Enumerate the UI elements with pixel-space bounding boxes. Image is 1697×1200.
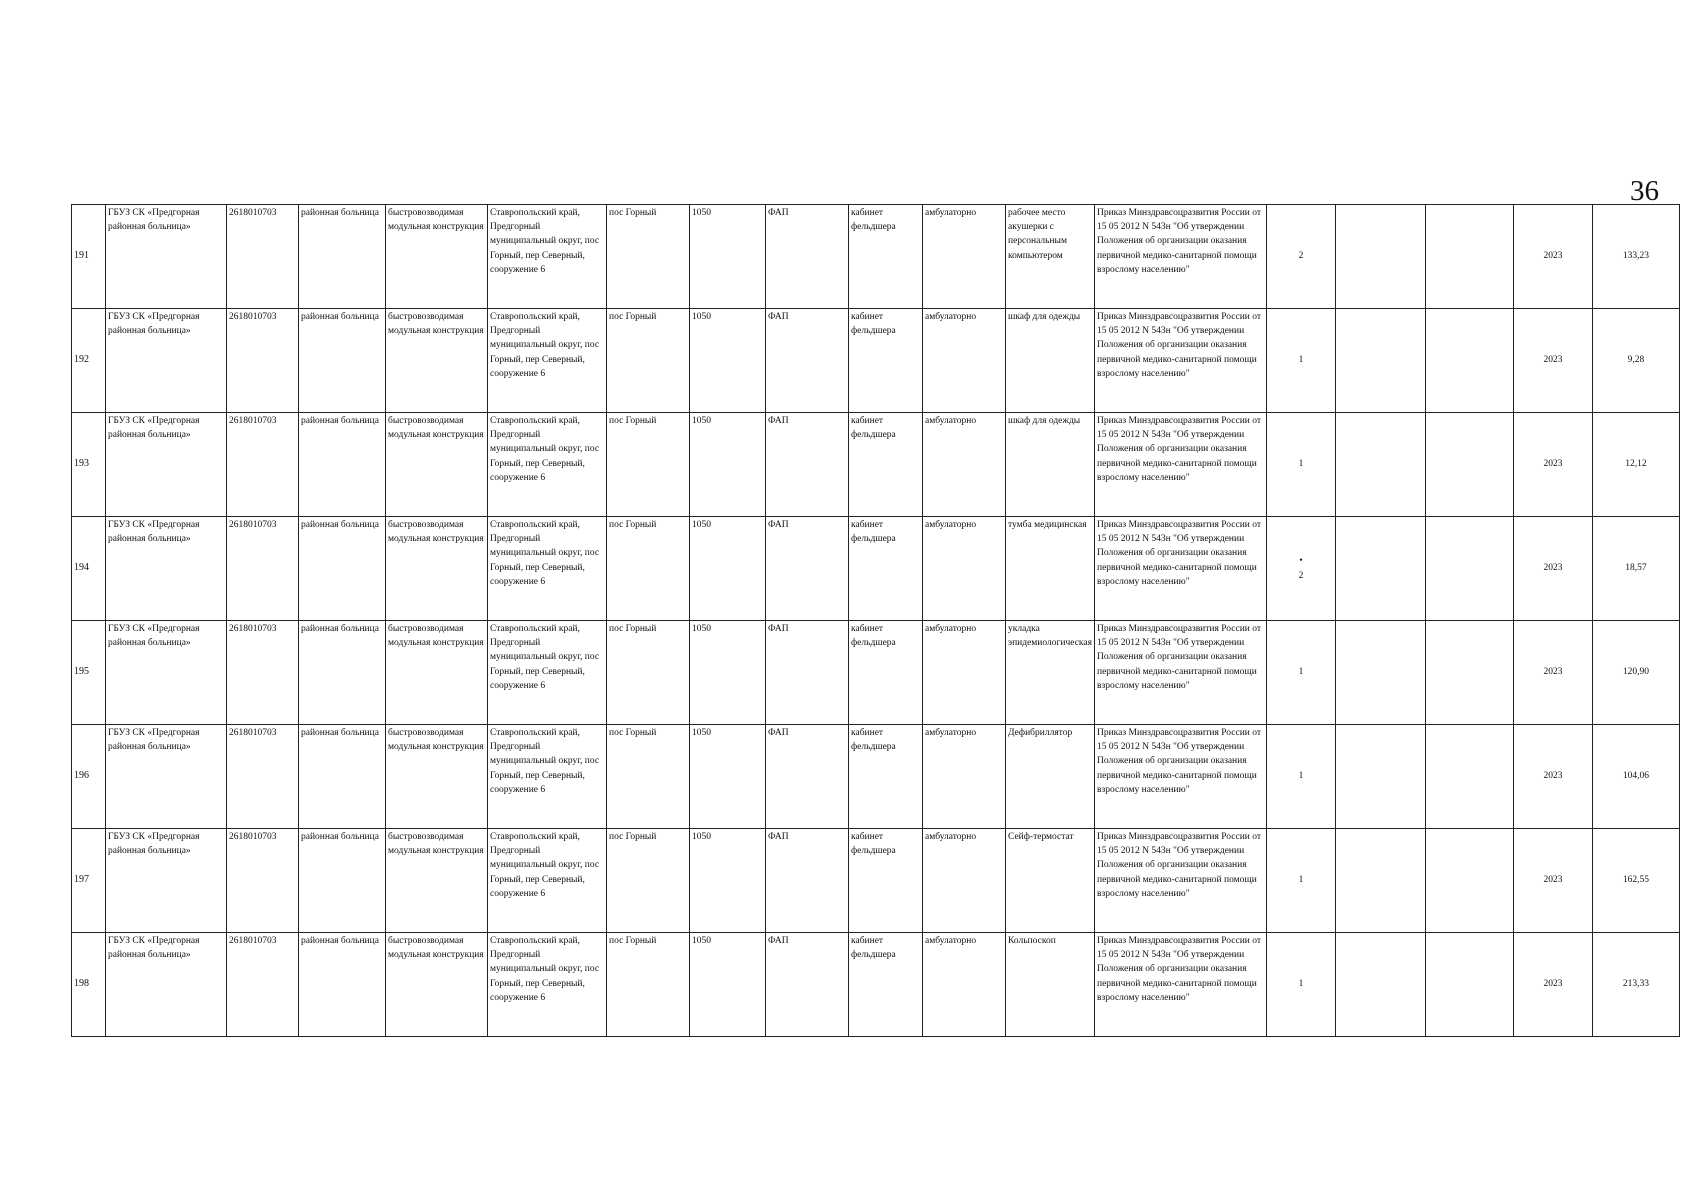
empty-cell (1335, 725, 1425, 829)
address-cell: Ставропольский край, Предгорный муниципальный округ, пос Горный, пер Северный, сооружение 6 (488, 829, 607, 933)
address-cell: Ставропольский край, Предгорный муниципальный округ, пос Горный, пер Северный, сооружение 6 (488, 933, 607, 1037)
institution-type-cell: районная больница (299, 413, 386, 517)
construction-cell: быстровозводимая модульная конструкция (386, 205, 488, 309)
table-row (72, 309, 1680, 413)
facility-cell: ФАП (766, 413, 849, 517)
care-type-cell: амбулаторно (923, 517, 1006, 621)
table-row (72, 933, 1680, 1037)
code-cell: 2618010703 (227, 621, 299, 725)
table-row (72, 413, 1680, 517)
quantity-cell (1266, 517, 1335, 621)
care-type-cell: амбулаторно (923, 413, 1006, 517)
quantity-value: 1 (1298, 459, 1304, 470)
room-cell: кабинет фельдшера (849, 725, 923, 829)
table-row (72, 725, 1680, 829)
organization-cell: ГБУЗ СК «Предгорная районная больница» (106, 933, 227, 1037)
settlement-cell: пос Горный (607, 413, 690, 517)
year-cell: 2023 (1513, 829, 1592, 933)
quantity-value: 1 (1298, 875, 1304, 886)
year-cell: 2023 (1513, 517, 1592, 621)
empty-cell (1335, 829, 1425, 933)
construction-cell: быстровозводимая модульная конструкция (386, 517, 488, 621)
page-number: 36 (1630, 175, 1659, 207)
order-cell: Приказ Минздравсоцразвития России от 15 05 2012 N 543н "Об утверждении Положения об организации оказания первичной медико-санитарной помощи взрослому населению" (1094, 933, 1266, 1037)
empty-cell (1425, 933, 1513, 1037)
quantity-cell (1266, 309, 1335, 413)
room-cell: кабинет фельдшера (849, 933, 923, 1037)
empty-cell (1425, 309, 1513, 413)
settlement-cell: пос Горный (607, 725, 690, 829)
facility-cell: ФАП (766, 309, 849, 413)
amount-cell: 120,90 (1592, 621, 1679, 725)
row-number-cell: 196 (72, 725, 106, 829)
year-cell: 2023 (1513, 205, 1592, 309)
organization-cell: ГБУЗ СК «Предгорная районная больница» (106, 205, 227, 309)
amount-cell: 213,33 (1592, 933, 1679, 1037)
quantity-cell (1266, 205, 1335, 309)
quantity-value: 2 (1298, 570, 1304, 581)
population-cell: 1050 (690, 413, 766, 517)
row-number-cell: 193 (72, 413, 106, 517)
empty-cell (1425, 829, 1513, 933)
amount-cell: 9,28 (1592, 309, 1679, 413)
construction-cell: быстровозводимая модульная конструкция (386, 725, 488, 829)
population-cell: 1050 (690, 621, 766, 725)
order-cell: Приказ Минздравсоцразвития России от 15 05 2012 N 543н "Об утверждении Положения об организации оказания первичной медико-санитарной помощи взрослому населению" (1094, 621, 1266, 725)
quantity-cell (1266, 933, 1335, 1037)
room-cell: кабинет фельдшера (849, 621, 923, 725)
organization-cell: ГБУЗ СК «Предгорная районная больница» (106, 309, 227, 413)
settlement-cell: пос Горный (607, 621, 690, 725)
care-type-cell: амбулаторно (923, 621, 1006, 725)
equipment-table (71, 204, 1680, 1037)
table-row (72, 517, 1680, 621)
care-type-cell: амбулаторно (923, 933, 1006, 1037)
row-number-cell: 195 (72, 621, 106, 725)
care-type-cell: амбулаторно (923, 725, 1006, 829)
equipment-cell: шкаф для одежды (1006, 309, 1095, 413)
row-number-cell: 198 (72, 933, 106, 1037)
equipment-cell: Сейф-термостат (1006, 829, 1095, 933)
construction-cell: быстровозводимая модульная конструкция (386, 309, 488, 413)
year-cell: 2023 (1513, 933, 1592, 1037)
empty-cell (1425, 413, 1513, 517)
population-cell: 1050 (690, 517, 766, 621)
population-cell: 1050 (690, 933, 766, 1037)
population-cell: 1050 (690, 725, 766, 829)
empty-cell (1335, 205, 1425, 309)
room-cell: кабинет фельдшера (849, 413, 923, 517)
organization-cell: ГБУЗ СК «Предгорная районная больница» (106, 413, 227, 517)
settlement-cell: пос Горный (607, 933, 690, 1037)
quantity-value: 2 (1298, 251, 1304, 262)
empty-cell (1425, 725, 1513, 829)
care-type-cell: амбулаторно (923, 309, 1006, 413)
equipment-cell: укладка эпидемиологическая (1006, 621, 1095, 725)
order-cell: Приказ Минздравсоцразвития России от 15 05 2012 N 543н "Об утверждении Положения об организации оказания первичной медико-санитарной помощи взрослому населению" (1094, 517, 1266, 621)
empty-cell (1425, 205, 1513, 309)
room-cell: кабинет фельдшера (849, 517, 923, 621)
code-cell: 2618010703 (227, 933, 299, 1037)
table-row (72, 829, 1680, 933)
facility-cell: ФАП (766, 829, 849, 933)
facility-cell: ФАП (766, 621, 849, 725)
equipment-cell: Кольпоскоп (1006, 933, 1095, 1037)
order-cell: Приказ Минздравсоцразвития России от 15 05 2012 N 543н "Об утверждении Положения об организации оказания первичной медико-санитарной помощи взрослому населению" (1094, 205, 1266, 309)
empty-cell (1335, 309, 1425, 413)
facility-cell: ФАП (766, 205, 849, 309)
equipment-cell: рабочее место акушерки с персональным компьютером (1006, 205, 1095, 309)
organization-cell: ГБУЗ СК «Предгорная районная больница» (106, 725, 227, 829)
population-cell: 1050 (690, 829, 766, 933)
care-type-cell: амбулаторно (923, 205, 1006, 309)
quantity-value: 1 (1298, 979, 1304, 990)
order-cell: Приказ Минздравсоцразвития России от 15 05 2012 N 543н "Об утверждении Положения об организации оказания первичной медико-санитарной помощи взрослому населению" (1094, 413, 1266, 517)
construction-cell: быстровозводимая модульная конструкция (386, 413, 488, 517)
empty-cell (1425, 621, 1513, 725)
year-cell: 2023 (1513, 309, 1592, 413)
order-cell: Приказ Минздравсоцразвития России от 15 05 2012 N 543н "Об утверждении Положения об организации оказания первичной медико-санитарной помощи взрослому населению" (1094, 309, 1266, 413)
facility-cell: ФАП (766, 725, 849, 829)
quantity-mark: • (1299, 556, 1303, 567)
institution-type-cell: районная больница (299, 829, 386, 933)
address-cell: Ставропольский край, Предгорный муниципальный округ, пос Горный, пер Северный, сооружение 6 (488, 517, 607, 621)
equipment-cell: тумба медицинская (1006, 517, 1095, 621)
settlement-cell: пос Горный (607, 829, 690, 933)
quantity-value: 1 (1298, 355, 1304, 366)
institution-type-cell: районная больница (299, 621, 386, 725)
table-row (72, 621, 1680, 725)
row-number-cell: 191 (72, 205, 106, 309)
care-type-cell: амбулаторно (923, 829, 1006, 933)
construction-cell: быстровозводимая модульная конструкция (386, 621, 488, 725)
row-number-cell: 197 (72, 829, 106, 933)
amount-cell: 133,23 (1592, 205, 1679, 309)
address-cell: Ставропольский край, Предгорный муниципальный округ, пос Горный, пер Северный, сооружение 6 (488, 205, 607, 309)
empty-cell (1335, 933, 1425, 1037)
order-cell: Приказ Минздравсоцразвития России от 15 05 2012 N 543н "Об утверждении Положения об организации оказания первичной медико-санитарной помощи взрослому населению" (1094, 829, 1266, 933)
code-cell: 2618010703 (227, 725, 299, 829)
code-cell: 2618010703 (227, 205, 299, 309)
code-cell: 2618010703 (227, 829, 299, 933)
institution-type-cell: районная больница (299, 933, 386, 1037)
quantity-cell (1266, 413, 1335, 517)
institution-type-cell: районная больница (299, 205, 386, 309)
organization-cell: ГБУЗ СК «Предгорная районная больница» (106, 829, 227, 933)
row-number-cell: 192 (72, 309, 106, 413)
empty-cell (1335, 413, 1425, 517)
institution-type-cell: районная больница (299, 517, 386, 621)
address-cell: Ставропольский край, Предгорный муниципальный округ, пос Горный, пер Северный, сооружение 6 (488, 725, 607, 829)
quantity-cell (1266, 829, 1335, 933)
construction-cell: быстровозводимая модульная конструкция (386, 829, 488, 933)
quantity-cell (1266, 725, 1335, 829)
room-cell: кабинет фельдшера (849, 829, 923, 933)
facility-cell: ФАП (766, 517, 849, 621)
construction-cell: быстровозводимая модульная конструкция (386, 933, 488, 1037)
settlement-cell: пос Горный (607, 517, 690, 621)
equipment-cell: Дефибриллятор (1006, 725, 1095, 829)
organization-cell: ГБУЗ СК «Предгорная районная больница» (106, 621, 227, 725)
order-cell: Приказ Минздравсоцразвития России от 15 05 2012 N 543н "Об утверждении Положения об организации оказания первичной медико-санитарной помощи взрослому населению" (1094, 725, 1266, 829)
quantity-value: 1 (1298, 667, 1304, 678)
settlement-cell: пос Горный (607, 309, 690, 413)
population-cell: 1050 (690, 309, 766, 413)
year-cell: 2023 (1513, 413, 1592, 517)
year-cell: 2023 (1513, 725, 1592, 829)
address-cell: Ставропольский край, Предгорный муниципальный округ, пос Горный, пер Северный, сооружение 6 (488, 621, 607, 725)
facility-cell: ФАП (766, 933, 849, 1037)
address-cell: Ставропольский край, Предгорный муниципальный округ, пос Горный, пер Северный, сооружение 6 (488, 413, 607, 517)
institution-type-cell: районная больница (299, 725, 386, 829)
amount-cell: 18,57 (1592, 517, 1679, 621)
amount-cell: 162,55 (1592, 829, 1679, 933)
room-cell: кабинет фельдшера (849, 205, 923, 309)
year-cell: 2023 (1513, 621, 1592, 725)
table-body (72, 205, 1680, 1037)
table-row (72, 205, 1680, 309)
code-cell: 2618010703 (227, 309, 299, 413)
code-cell: 2618010703 (227, 413, 299, 517)
amount-cell: 104,06 (1592, 725, 1679, 829)
organization-cell: ГБУЗ СК «Предгорная районная больница» (106, 517, 227, 621)
empty-cell (1335, 517, 1425, 621)
institution-type-cell: районная больница (299, 309, 386, 413)
equipment-cell: шкаф для одежды (1006, 413, 1095, 517)
settlement-cell: пос Горный (607, 205, 690, 309)
room-cell: кабинет фельдшера (849, 309, 923, 413)
quantity-cell (1266, 621, 1335, 725)
empty-cell (1425, 517, 1513, 621)
code-cell: 2618010703 (227, 517, 299, 621)
amount-cell: 12,12 (1592, 413, 1679, 517)
address-cell: Ставропольский край, Предгорный муниципальный округ, пос Горный, пер Северный, сооружение 6 (488, 309, 607, 413)
empty-cell (1335, 621, 1425, 725)
row-number-cell: 194 (72, 517, 106, 621)
population-cell: 1050 (690, 205, 766, 309)
quantity-value: 1 (1298, 771, 1304, 782)
